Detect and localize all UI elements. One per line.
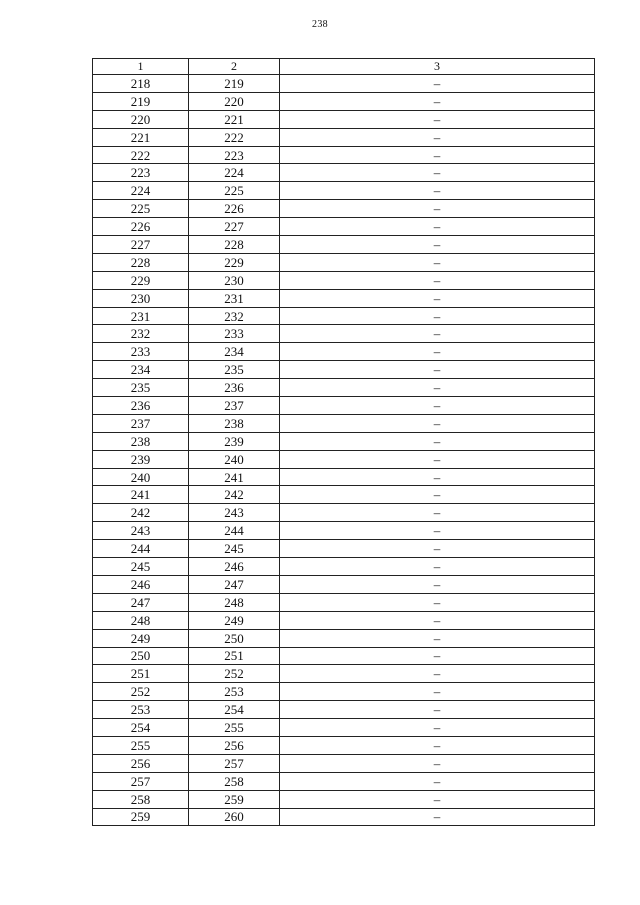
table-cell-col-1: 246 [93, 575, 189, 593]
table-cell-col-3: – [280, 736, 595, 754]
table-cell-col-2: 259 [189, 790, 280, 808]
table-cell-col-2: 222 [189, 128, 280, 146]
table-cell-col-2: 234 [189, 343, 280, 361]
table-cell-col-2: 248 [189, 593, 280, 611]
table-cell-col-2: 258 [189, 772, 280, 790]
table-cell-col-1: 237 [93, 414, 189, 432]
table-cell-col-3: – [280, 540, 595, 558]
table-cell-col-2: 231 [189, 289, 280, 307]
table-cell-col-1: 250 [93, 647, 189, 665]
table-cell-col-3: – [280, 504, 595, 522]
table-cell-col-2: 225 [189, 182, 280, 200]
table-cell-col-2: 252 [189, 665, 280, 683]
table-cell-col-2: 237 [189, 397, 280, 415]
table-cell-col-3: – [280, 307, 595, 325]
table-cell-col-1: 238 [93, 432, 189, 450]
table-cell-col-3: – [280, 611, 595, 629]
table-cell-col-1: 257 [93, 772, 189, 790]
table-cell-col-1: 226 [93, 218, 189, 236]
table-cell-col-3: – [280, 468, 595, 486]
table-row [93, 736, 595, 754]
table-cell-col-1: 259 [93, 808, 189, 826]
table-cell-col-3: – [280, 593, 595, 611]
table-cell-col-1: 230 [93, 289, 189, 307]
table-cell-col-1: 227 [93, 236, 189, 254]
table-cell-col-3: – [280, 218, 595, 236]
table-cell-col-2: 245 [189, 540, 280, 558]
table-row [93, 325, 595, 343]
table-row [93, 683, 595, 701]
table-cell-col-3: – [280, 146, 595, 164]
table-cell-col-2: 251 [189, 647, 280, 665]
table-cell-col-1: 252 [93, 683, 189, 701]
table-cell-col-1: 234 [93, 361, 189, 379]
table-cell-col-1: 240 [93, 468, 189, 486]
table-row [93, 343, 595, 361]
table-cell-col-2: 255 [189, 719, 280, 737]
table-cell-col-2: 254 [189, 701, 280, 719]
table-cell-col-3: – [280, 236, 595, 254]
table-row [93, 432, 595, 450]
table-cell-col-2: 219 [189, 75, 280, 93]
table-cell-col-2: 238 [189, 414, 280, 432]
table-cell-col-3: – [280, 379, 595, 397]
table-cell-col-2: 229 [189, 253, 280, 271]
table-row [93, 719, 595, 737]
table-cell-col-1: 248 [93, 611, 189, 629]
table-cell-col-3: – [280, 522, 595, 540]
table-row [93, 593, 595, 611]
table-cell-col-1: 233 [93, 343, 189, 361]
table-cell-col-3: – [280, 665, 595, 683]
table-cell-col-1: 251 [93, 665, 189, 683]
table-cell-col-1: 242 [93, 504, 189, 522]
table-cell-col-3: – [280, 701, 595, 719]
table-cell-col-2: 232 [189, 307, 280, 325]
table-cell-col-3: – [280, 808, 595, 826]
table-cell-col-1: 222 [93, 146, 189, 164]
table-cell-col-1: 243 [93, 522, 189, 540]
column-header-1: 1 [93, 59, 189, 75]
table-cell-col-3: – [280, 110, 595, 128]
table-row [93, 558, 595, 576]
table-row [93, 611, 595, 629]
table-row [93, 271, 595, 289]
table-row [93, 182, 595, 200]
table-cell-col-3: – [280, 486, 595, 504]
table-cell-col-2: 250 [189, 629, 280, 647]
table-cell-col-2: 243 [189, 504, 280, 522]
table-cell-col-3: – [280, 343, 595, 361]
table-row [93, 110, 595, 128]
table-cell-col-2: 246 [189, 558, 280, 576]
table-cell-col-2: 228 [189, 236, 280, 254]
table-cell-col-1: 219 [93, 92, 189, 110]
table-cell-col-1: 253 [93, 701, 189, 719]
table-cell-col-1: 229 [93, 271, 189, 289]
table-cell-col-2: 236 [189, 379, 280, 397]
table-row [93, 808, 595, 826]
table-cell-col-2: 244 [189, 522, 280, 540]
table-cell-col-2: 239 [189, 432, 280, 450]
table-cell-col-3: – [280, 629, 595, 647]
table-cell-col-1: 255 [93, 736, 189, 754]
table-cell-col-2: 227 [189, 218, 280, 236]
table-row [93, 289, 595, 307]
table-cell-col-3: – [280, 414, 595, 432]
table-cell-col-1: 232 [93, 325, 189, 343]
table-row [93, 790, 595, 808]
table-cell-col-3: – [280, 450, 595, 468]
table-cell-col-2: 253 [189, 683, 280, 701]
table-row [93, 92, 595, 110]
table-cell-col-1: 224 [93, 182, 189, 200]
table-cell-col-3: – [280, 200, 595, 218]
table-cell-col-2: 221 [189, 110, 280, 128]
table-row [93, 665, 595, 683]
table-row [93, 75, 595, 93]
table-cell-col-3: – [280, 253, 595, 271]
table-cell-col-1: 244 [93, 540, 189, 558]
table-row [93, 128, 595, 146]
table-row [93, 540, 595, 558]
table-cell-col-2: 260 [189, 808, 280, 826]
table-cell-col-3: – [280, 558, 595, 576]
table-row [93, 236, 595, 254]
table-row [93, 307, 595, 325]
table-cell-col-1: 236 [93, 397, 189, 415]
table-cell-col-3: – [280, 772, 595, 790]
table-row [93, 647, 595, 665]
table-cell-col-1: 258 [93, 790, 189, 808]
table-row [93, 522, 595, 540]
table-cell-col-2: 230 [189, 271, 280, 289]
table-cell-col-3: – [280, 164, 595, 182]
table-cell-col-3: – [280, 397, 595, 415]
table-cell-col-2: 256 [189, 736, 280, 754]
table-row [93, 754, 595, 772]
table-row [93, 701, 595, 719]
table-cell-col-3: – [280, 361, 595, 379]
table-cell-col-3: – [280, 575, 595, 593]
table-cell-col-2: 247 [189, 575, 280, 593]
table-cell-col-1: 223 [93, 164, 189, 182]
table-cell-col-1: 225 [93, 200, 189, 218]
table-cell-col-3: – [280, 790, 595, 808]
table-row [93, 575, 595, 593]
table-row [93, 486, 595, 504]
table-row [93, 414, 595, 432]
table-cell-col-1: 254 [93, 719, 189, 737]
table-cell-col-1: 231 [93, 307, 189, 325]
table-cell-col-2: 220 [189, 92, 280, 110]
table-cell-col-2: 235 [189, 361, 280, 379]
table-cell-col-2: 224 [189, 164, 280, 182]
table-cell-col-2: 242 [189, 486, 280, 504]
data-table [92, 58, 595, 826]
page-number: 238 [312, 19, 328, 30]
table-cell-col-3: – [280, 182, 595, 200]
table-cell-col-2: 226 [189, 200, 280, 218]
table-row [93, 379, 595, 397]
table-row [93, 468, 595, 486]
table-row [93, 164, 595, 182]
table-cell-col-3: – [280, 92, 595, 110]
table-row [93, 629, 595, 647]
table-cell-col-1: 256 [93, 754, 189, 772]
table-body [93, 75, 595, 826]
table-cell-col-3: – [280, 432, 595, 450]
table-cell-col-3: – [280, 128, 595, 146]
table-cell-col-1: 241 [93, 486, 189, 504]
table-row [93, 504, 595, 522]
table-row [93, 218, 595, 236]
table-header [93, 59, 595, 75]
table-cell-col-3: – [280, 647, 595, 665]
table-cell-col-3: – [280, 271, 595, 289]
table-cell-col-3: – [280, 719, 595, 737]
table-cell-col-3: – [280, 325, 595, 343]
table-row [93, 397, 595, 415]
table-cell-col-1: 247 [93, 593, 189, 611]
table-cell-col-2: 240 [189, 450, 280, 468]
table-row [93, 450, 595, 468]
table-cell-col-2: 223 [189, 146, 280, 164]
table-cell-col-1: 220 [93, 110, 189, 128]
table-cell-col-1: 245 [93, 558, 189, 576]
table-cell-col-3: – [280, 75, 595, 93]
table-row [93, 361, 595, 379]
table-cell-col-2: 249 [189, 611, 280, 629]
table-cell-col-1: 249 [93, 629, 189, 647]
table-header-row [93, 59, 595, 75]
table-cell-col-1: 239 [93, 450, 189, 468]
column-header-3: 3 [280, 59, 595, 75]
table-cell-col-3: – [280, 683, 595, 701]
table-cell-col-1: 218 [93, 75, 189, 93]
table-row [93, 772, 595, 790]
table-cell-col-1: 235 [93, 379, 189, 397]
table-cell-col-2: 241 [189, 468, 280, 486]
column-header-2: 2 [189, 59, 280, 75]
table-cell-col-2: 257 [189, 754, 280, 772]
table-cell-col-3: – [280, 289, 595, 307]
table-row [93, 253, 595, 271]
table-cell-col-3: – [280, 754, 595, 772]
table-cell-col-2: 233 [189, 325, 280, 343]
table-row [93, 146, 595, 164]
table-cell-col-1: 221 [93, 128, 189, 146]
table-cell-col-1: 228 [93, 253, 189, 271]
table-row [93, 200, 595, 218]
